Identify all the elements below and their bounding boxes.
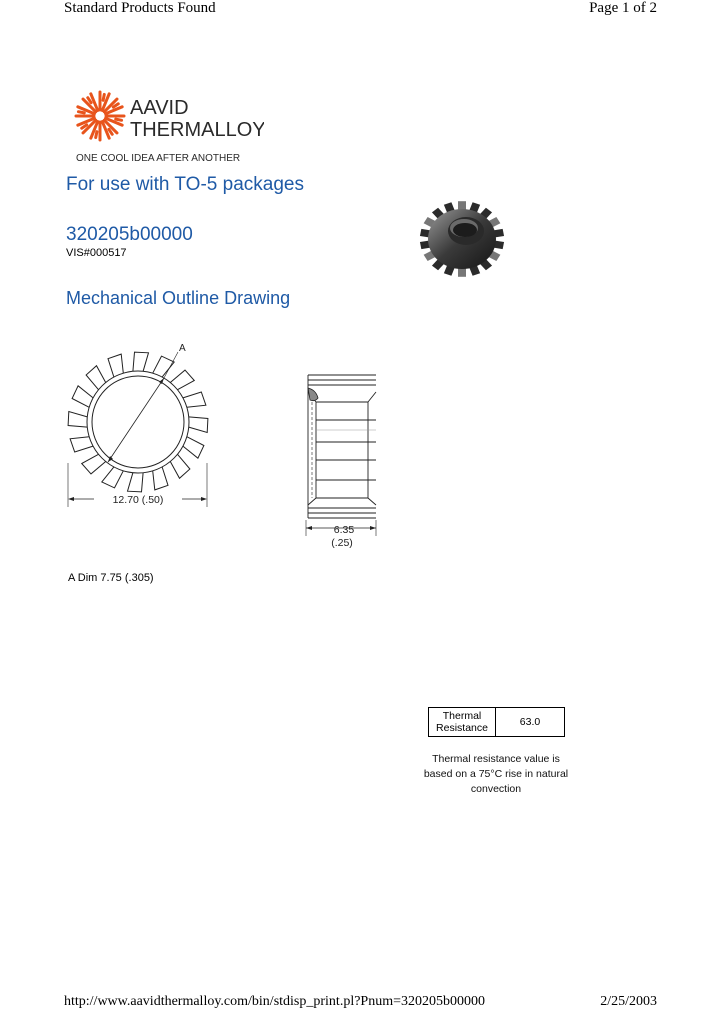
side-dimension-in: (.25) [331, 537, 353, 549]
heatsink-fin [128, 473, 144, 492]
footer-url: http://www.aavidthermalloy.com/bin/stdisp_print.pl?Pnum=320205b00000 [64, 994, 485, 1009]
page-number: Page 1 of 2 [589, 0, 657, 16]
thermal-value: 63.0 [496, 708, 565, 737]
label-a: A [179, 343, 186, 354]
a-dimension: A Dim 7.75 (.305) [68, 572, 154, 584]
heatsink-fin [170, 454, 190, 478]
sun-ray [116, 119, 122, 120]
sun-ray [113, 104, 118, 107]
heatsink-fin [133, 352, 149, 371]
front-dimension: 12.70 (.50) [112, 494, 164, 506]
thermal-note-line1: Thermal resistance value is [432, 753, 560, 765]
side-view-drawing [298, 370, 388, 550]
sun-ray [109, 129, 112, 134]
thermal-label [429, 708, 496, 737]
sun-ray [82, 125, 87, 128]
thermal-label-line1: Thermal [442, 710, 482, 722]
side-dimension-mm: 6.35 [333, 524, 355, 536]
part-number: 320205b00000 [66, 224, 193, 245]
thermal-note [408, 752, 584, 797]
package-heading: For use with TO-5 packages [66, 174, 304, 195]
heatsink-photo [410, 195, 520, 280]
logo-tagline: ONE COOL IDEA AFTER ANOTHER [76, 153, 241, 164]
vis-number: VIS#000517 [66, 247, 127, 259]
footer-date: 2/25/2003 [600, 994, 657, 1009]
heatsink-fin [68, 412, 87, 428]
thermal-table [428, 707, 565, 737]
drawing-title: Mechanical Outline Drawing [66, 288, 291, 308]
heatsink-fin [86, 366, 106, 390]
logo-name-line2: THERMALLOY [130, 119, 264, 141]
heatsink-fin [170, 370, 194, 390]
header-left: Standard Products Found [64, 0, 216, 16]
front-view-drawing [60, 335, 220, 510]
sun-ray [96, 132, 97, 138]
sun-ray [78, 112, 84, 113]
thermal-note-line3: convection [470, 783, 522, 795]
sun-ray [103, 94, 104, 100]
logo-name-line1: AAVID [130, 97, 189, 119]
sun-ray [88, 98, 91, 103]
heatsink-photo-icon [410, 195, 520, 280]
aavid-sunburst-icon [74, 90, 264, 165]
heatsink-fin [189, 417, 208, 433]
thermal-label-line2: Resistance [436, 722, 488, 734]
heatsink-fin [82, 454, 106, 474]
thermal-note-line2: based on a 75°C rise in natural [423, 768, 569, 780]
aavid-logo [74, 90, 264, 165]
